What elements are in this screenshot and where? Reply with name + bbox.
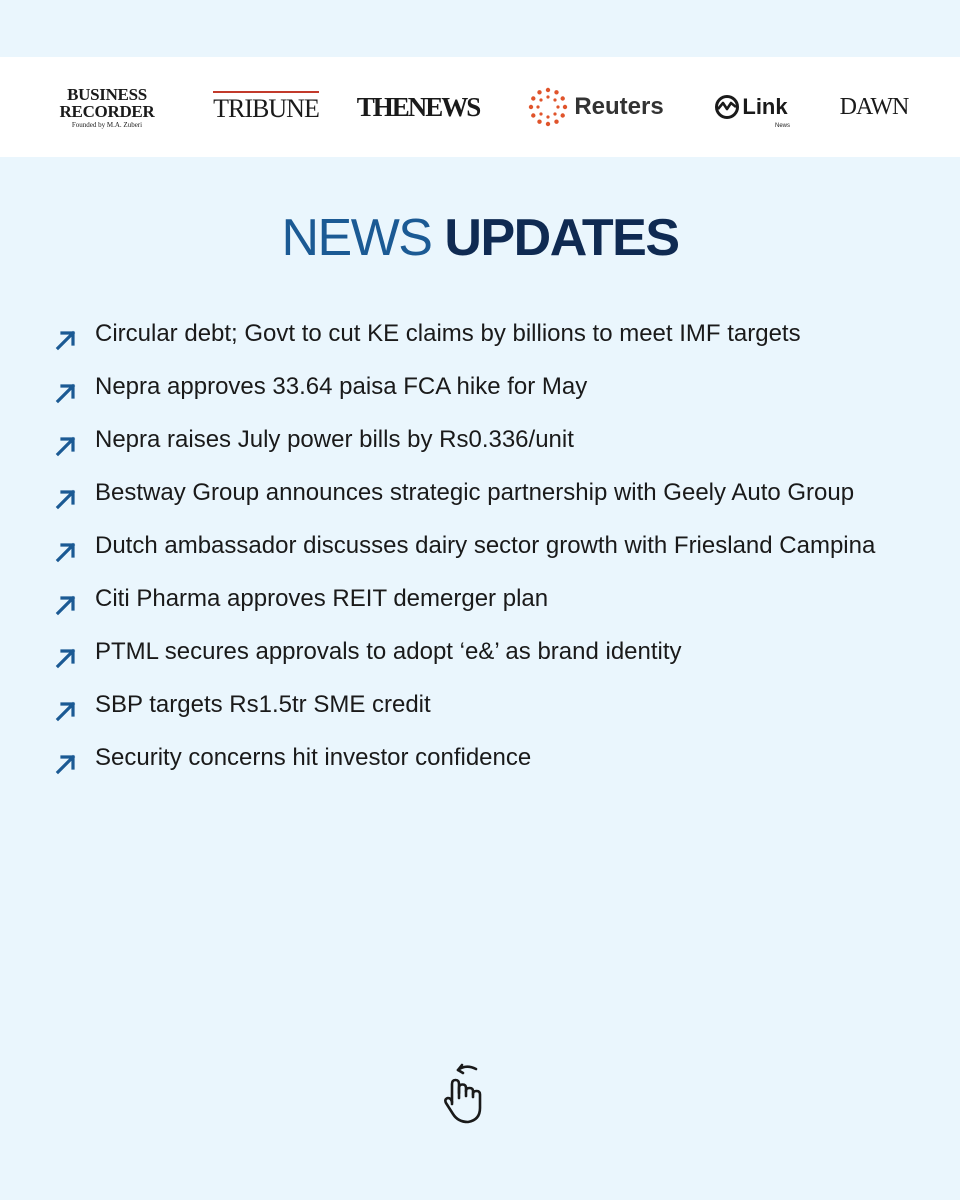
- list-item: [52, 691, 912, 725]
- title-light: NEWS: [281, 209, 432, 267]
- arrow-up-right-icon: [52, 379, 80, 407]
- news-headline: Security concerns hit investor confidence: [95, 744, 532, 771]
- news-headline: SBP targets Rs1.5tr SME credit: [95, 691, 431, 718]
- business-recorder-logo-line1: BUSINESS: [67, 84, 147, 104]
- business-recorder-tagline: Founded by M.A. Zuberi: [71, 120, 143, 129]
- arrow-up-right-icon: [52, 644, 80, 672]
- list-item: [52, 426, 912, 460]
- list-item: [52, 585, 912, 619]
- news-headline: PTML secures approvals to adopt ‘e&’ as brand identity: [95, 638, 682, 665]
- reuters-dots-icon: [528, 87, 568, 127]
- link-pulse-icon: [714, 94, 740, 120]
- the-news-logo: THENEWS: [356, 91, 480, 122]
- arrow-up-right-icon: [52, 591, 80, 619]
- arrow-up-right-icon: [52, 432, 80, 460]
- news-headline: Citi Pharma approves REIT demerger plan: [95, 585, 549, 612]
- page-title: [0, 206, 960, 270]
- news-headline: Bestway Group announces strategic partnership with Geely Auto Group: [95, 479, 855, 506]
- news-headline: Circular debt; Govt to cut KE claims by billions to meet IMF targets: [95, 320, 801, 347]
- list-item: [52, 638, 912, 672]
- list-item: [52, 744, 912, 778]
- reuters-logo-text: Reuters: [574, 93, 664, 120]
- business-recorder-logo: [44, 57, 170, 157]
- dawn-logo: DAWN: [839, 93, 909, 120]
- title-bold: UPDATES: [444, 209, 679, 267]
- news-headline: Nepra raises July power bills by Rs0.336/unit: [95, 426, 574, 453]
- arrow-up-right-icon: [52, 697, 80, 725]
- news-headline: Dutch ambassador discusses dairy sector growth with Friesland Campina: [95, 532, 876, 559]
- list-item: [52, 320, 912, 354]
- publisher-logo-bar: [0, 57, 960, 157]
- swipe-hand-icon: [438, 1060, 498, 1126]
- link-news-logo: [710, 57, 792, 157]
- news-headline: Nepra approves 33.64 paisa FCA hike for May: [95, 373, 588, 400]
- news-list: [52, 320, 912, 797]
- tribune-logo: TRIBUNE: [214, 57, 318, 157]
- list-item: [52, 479, 912, 513]
- arrow-up-right-icon: [52, 485, 80, 513]
- arrow-up-right-icon: [52, 326, 80, 354]
- link-logo-text: Link: [742, 94, 788, 119]
- reuters-logo: [518, 57, 674, 157]
- arrow-up-right-icon: [52, 750, 80, 778]
- business-recorder-logo-line2: RECORDER: [59, 101, 155, 121]
- list-item: [52, 532, 912, 566]
- link-logo-tag: News: [774, 123, 790, 129]
- list-item: [52, 373, 912, 407]
- arrow-up-right-icon: [52, 538, 80, 566]
